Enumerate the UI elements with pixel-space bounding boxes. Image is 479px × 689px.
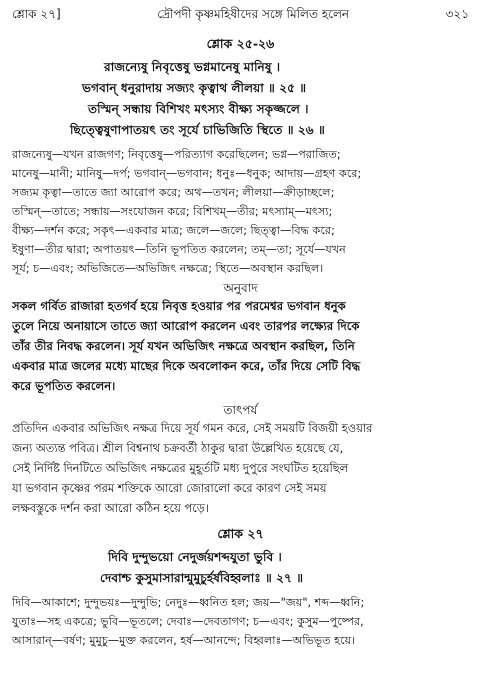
synonym-line: ইষুণা—তীর দ্বারা; অপাতয়ৎ—তিনি ভূপতিত করলেন; তম্—তা; সূর্যে—যখন bbox=[12, 243, 346, 256]
sloka-line: দেবাশ্চ কুসুমাসারান্মুমুচুর্হর্ষবিহ্বলাঃ ॥ ২৭ ॥ bbox=[100, 571, 304, 585]
purport-heading: তাৎপর্য bbox=[223, 403, 258, 417]
synonym-line: আসারান্—বর্ষণ; মুমুচু—মুক্ত করলেন, হর্ষ—আনন্দে; বিহ্বলাঃ—অভিভূত হয়ে। bbox=[12, 634, 356, 647]
translation-block bbox=[12, 296, 469, 396]
purport-block bbox=[12, 418, 469, 518]
synonym-line: বীক্ষ্য—দর্শন করে; সকৃৎ—একবার মাত্র; জলে—জলে; ছিত্ত্বা—বিদ্ধ করে; bbox=[12, 224, 335, 237]
sloka-line: ভগবান্ ধনুরাদায় সজ্যং কৃত্বাথ লীলয়া ॥ ২৫ ॥ bbox=[82, 81, 307, 95]
translation-heading: অনুবাদ bbox=[223, 281, 258, 295]
page-header bbox=[12, 6, 469, 24]
purport-line: জন্য অত্যন্ত পবিত্র। শ্রীল বিশ্বনাথ চক্রবর্তী ঠাকুর দ্বারা উল্লেখিত হয়েছে যে, bbox=[12, 441, 344, 455]
translation-line: তুলে নিয়ে অনায়াসে তাতে জ্যা আরোপ করলেন এবং তারপর লক্ষ্যের দিকে bbox=[12, 319, 360, 333]
purport-line: সেই নির্দিষ্ট দিনটিতে অভিজিৎ নক্ষত্রের মুহূর্তটি মধ্য দুপুরে সংঘটিত হয়েছিল bbox=[12, 461, 349, 475]
page-number: ৩২১ bbox=[445, 7, 469, 21]
synonym-line: যুতাঃ—সহ একত্রে; ভুবি—ভূতলে; দেবাঃ—দেবতাগণ; চ—এবং; কুসুম—পুষ্পের, bbox=[12, 615, 364, 628]
sloka-line: ছিত্ত্বেষুণাপাতয়ৎ তং সূর্যে চাভিজিতি স্থিতে ॥ ২৬ ॥ bbox=[70, 123, 325, 137]
purport-line: প্রতিদিন একবার অভিজিৎ নক্ষত্র দিয়ে সূর্য গমন করে, সেই সময়টি বিজয়ী হওয়ার bbox=[12, 421, 373, 435]
sloka-line: রাজন্যেষু নিবৃত্তেষু ভগ্নমানেষু মানিষু । bbox=[104, 60, 281, 74]
chapter-title: দ্রৌপদী কৃষ্ণমহিষীদের সঙ্গে মিলিত হলেন bbox=[157, 7, 350, 21]
translation-line: একবার মাত্র জলের মধ্যে মাছের দিকে অবলোকন করে, তাঁর দিয়ে সেটি বিদ্ধ bbox=[12, 359, 361, 373]
synonyms-block bbox=[12, 145, 469, 278]
synonym-line: সূর্য; চ—এবং; অভিজিতে—অভিজিৎ নক্ষত্রে; স্থিতে—অবস্থান করছিল। bbox=[12, 262, 324, 275]
translation-line: সকল গর্বিত রাজারা হতগর্ব হয়ে নিবৃত্ত হওয়ার পর পরমেশ্বর ভগবান ধনুক bbox=[12, 299, 346, 313]
synonym-line: রাজন্যেষু—যখন রাজগণ; নিবৃত্তেষু—পরিত্যাগ করেছিলেন; ভগ্ন—পরাজিত; bbox=[12, 148, 341, 161]
sloka-line: দিবি দুন্দুভয়ো নেদুর্জয়শব্দযুতা ভুবি । bbox=[108, 550, 282, 564]
translation-line: তাঁর তীর নিবদ্ধ করলেন। সূর্য যখন অভিজিৎ নক্ষত্রে অবস্থান করছিল, তিনি bbox=[12, 339, 355, 353]
synonym-line: তস্মিন্—তাতে; সন্ধায়—সংযোজন করে; বিশিখম্—তীর; মৎস্যাম্—মৎস্য; bbox=[12, 205, 333, 218]
sloka-line: তস্মিন্ সন্ধায় বিশিখং মৎস্যং বীক্ষ্য সকৃজ্জলে । bbox=[88, 102, 309, 116]
synonym-line: সজ্যম কৃত্বা—তাতে জ্যা আরোপ করে; অথ—তখন; লীলয়া—ক্রীড়াচ্ছলে; bbox=[12, 186, 335, 199]
verse-title: শ্লোক ২৭ bbox=[217, 526, 264, 541]
synonym-line: দিবি—আকাশে; দুন্দুভয়ঃ—দুন্দুভি; নেদুঃ—ধ্বনিত হল; জয়—"জয়", শব্দ—ধ্বনি; bbox=[12, 596, 365, 609]
verse-title: শ্লোক ২৫-২৬ bbox=[206, 36, 275, 51]
header-verse-ref: শ্লোক ২৭] bbox=[12, 7, 61, 21]
purport-line: লক্ষবস্তুকে দর্শন করা আরো কঠিন হয়ে পড়ে। bbox=[12, 501, 209, 515]
purport-line: যা ভগবান কৃষ্ণের পরম শক্তিকে আরো জোরালো করে কারণ সেই সময় bbox=[12, 481, 327, 495]
synonym-line: মানেষু—মানী; মানিষু—দর্প; ভগবান্—ভগবান; ধনুঃ—ধনুক; আদায়—গ্রহণ করে; bbox=[12, 167, 362, 180]
synonyms-block bbox=[12, 593, 469, 650]
translation-line: করে ভূপতিত করলেন। bbox=[12, 379, 116, 393]
